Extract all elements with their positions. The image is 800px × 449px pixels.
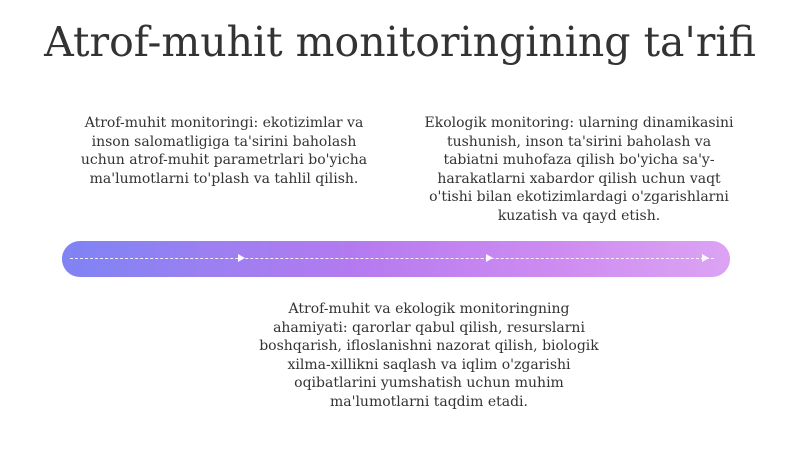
definition-ecological-monitoring: Ekologik monitoring: ularning dinamikasini tushunish, inson ta'sirini baholash va tabiatni muhofaza qilish bo'yicha sa'y-harakatlarni xabardor qilish uchun vaqt o'tishi bilan ekotizimlardagi o'zgarishlarni kuzatish va qayd etish. [424, 115, 734, 224]
arrow-right-icon [702, 254, 709, 262]
timeline-dashed-line [70, 258, 714, 259]
arrow-right-icon [238, 254, 245, 262]
importance-of-monitoring: Atrof-muhit va ekologik monitoringning ahamiyati: qarorlar qabul qilish, resurslarni boshqarish, ifloslanishni nazorat qilish, biologik xilma-xillikni saqlash va iqlim o'zgarishi oqibatlarini yumshatish uchun muhim ma'lumotlarni taqdim etadi. [259, 301, 599, 410]
slide-title: Atrof-muhit monitoringining ta'rifi [44, 18, 756, 66]
arrow-right-icon [486, 254, 493, 262]
timeline-segment-end [350, 241, 730, 277]
timeline-bar [62, 241, 730, 277]
definition-environmental-monitoring: Atrof-muhit monitoringi: ekotizimlar va inson salomatligiga ta'sirini baholash uchun atrof-muhit parametrlari bo'yicha ma'lumotlarni to'plash va tahlil qilish. [80, 115, 368, 187]
timeline-segment-start [62, 241, 202, 277]
